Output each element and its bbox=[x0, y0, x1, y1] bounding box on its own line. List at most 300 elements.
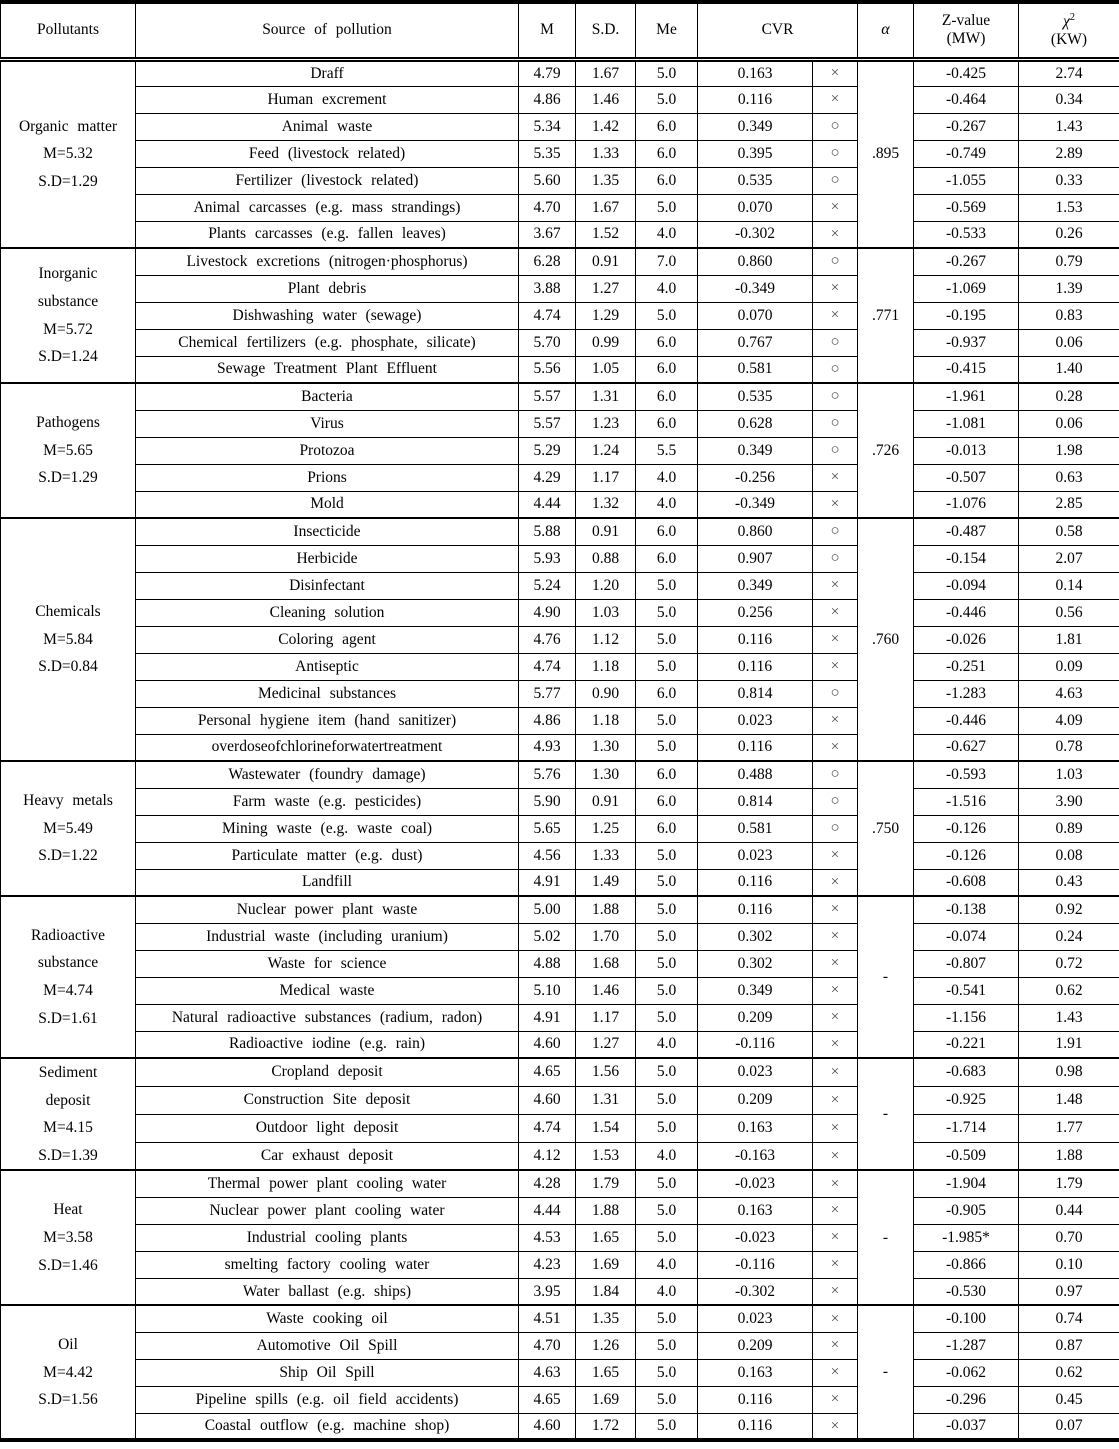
pollutant-group-label bbox=[1, 518, 136, 761]
mean-cell: 4.74 bbox=[519, 302, 576, 329]
cvr-value-cell: 0.860 bbox=[698, 248, 813, 275]
mean-cell: 4.70 bbox=[519, 194, 576, 221]
pollutant-label-line: Heavy metals bbox=[23, 792, 113, 810]
zvalue-cell: -0.807 bbox=[914, 950, 1019, 977]
zvalue-cell: -0.062 bbox=[914, 1359, 1019, 1386]
pollutant-label-line: Radioactive bbox=[30, 926, 106, 944]
median-cell: 4.0 bbox=[636, 275, 698, 302]
table-row bbox=[1, 599, 1119, 626]
cvr-value-cell: 0.023 bbox=[698, 842, 813, 869]
source-cell: Waste cooking oil bbox=[136, 1305, 519, 1332]
cvr-fail-mark: × bbox=[813, 194, 858, 221]
median-cell: 5.0 bbox=[636, 1004, 698, 1031]
cvr-pass-mark: ○ bbox=[813, 383, 858, 410]
chisq-cell: 0.26 bbox=[1019, 221, 1119, 248]
sd-cell: 1.70 bbox=[576, 923, 636, 950]
mean-cell: 4.44 bbox=[519, 1197, 576, 1224]
pollutant-label-line: S.D=1.56 bbox=[38, 1391, 98, 1409]
mean-cell: 4.12 bbox=[519, 1142, 576, 1170]
chisq-cell: 1.53 bbox=[1019, 194, 1119, 221]
source-cell: Human excrement bbox=[136, 86, 519, 113]
chisq-cell: 0.92 bbox=[1019, 896, 1119, 923]
mean-cell: 5.70 bbox=[519, 329, 576, 356]
zvalue-header-line1: Z-value bbox=[941, 12, 991, 30]
cvr-pass-mark: ○ bbox=[813, 545, 858, 572]
sd-cell: 0.91 bbox=[576, 518, 636, 545]
cvr-value-cell: 0.070 bbox=[698, 194, 813, 221]
chisq-cell: 0.45 bbox=[1019, 1386, 1119, 1413]
sd-cell: 1.88 bbox=[576, 1197, 636, 1224]
cvr-value-cell: 0.163 bbox=[698, 59, 813, 86]
cvr-value-cell: 0.488 bbox=[698, 761, 813, 788]
source-cell: Outdoor light deposit bbox=[136, 1114, 519, 1142]
cvr-pass-mark: ○ bbox=[813, 815, 858, 842]
zvalue-cell: -1.714 bbox=[914, 1114, 1019, 1142]
cvr-fail-mark: × bbox=[813, 869, 858, 896]
sd-cell: 1.32 bbox=[576, 491, 636, 518]
mean-cell: 4.65 bbox=[519, 1386, 576, 1413]
median-cell: 5.0 bbox=[636, 1058, 698, 1086]
cvr-fail-mark: × bbox=[813, 572, 858, 599]
cvr-value-cell: 0.395 bbox=[698, 140, 813, 167]
median-cell: 5.0 bbox=[636, 1114, 698, 1142]
mean-cell: 4.91 bbox=[519, 869, 576, 896]
sd-cell: 0.91 bbox=[576, 248, 636, 275]
cvr-pass-mark: ○ bbox=[813, 437, 858, 464]
median-cell: 5.0 bbox=[636, 869, 698, 896]
table-row bbox=[1, 437, 1119, 464]
table-row bbox=[1, 1170, 1119, 1197]
pollutant-label-line: M=5.84 bbox=[43, 630, 93, 648]
pollutant-label-line: S.D=1.22 bbox=[38, 847, 98, 865]
zvalue-cell: -0.126 bbox=[914, 842, 1019, 869]
mean-cell: 4.60 bbox=[519, 1086, 576, 1114]
cvr-value-cell: 0.535 bbox=[698, 383, 813, 410]
table-row bbox=[1, 356, 1119, 383]
pollutant-label-line: Chemicals bbox=[35, 603, 101, 621]
source-cell: Radioactive iodine (e.g. rain) bbox=[136, 1031, 519, 1058]
col-header-alpha: α bbox=[858, 2, 914, 59]
median-cell: 6.0 bbox=[636, 113, 698, 140]
cvr-value-cell: -0.256 bbox=[698, 464, 813, 491]
median-cell: 6.0 bbox=[636, 788, 698, 815]
pollutant-label-line: M=4.74 bbox=[43, 982, 93, 999]
mean-cell: 5.10 bbox=[519, 977, 576, 1004]
median-cell: 5.0 bbox=[636, 1332, 698, 1359]
sd-cell: 1.67 bbox=[576, 59, 636, 86]
pollutant-label-line: M=5.49 bbox=[43, 819, 93, 837]
median-cell: 4.0 bbox=[636, 491, 698, 518]
zvalue-cell: -0.530 bbox=[914, 1278, 1019, 1305]
sd-cell: 1.05 bbox=[576, 356, 636, 383]
source-cell: Water ballast (e.g. ships) bbox=[136, 1278, 519, 1305]
median-cell: 5.0 bbox=[636, 1386, 698, 1413]
source-cell: Dishwashing water (sewage) bbox=[136, 302, 519, 329]
zvalue-cell: -0.541 bbox=[914, 977, 1019, 1004]
cvr-value-cell: -0.163 bbox=[698, 1142, 813, 1170]
zvalue-cell: -0.100 bbox=[914, 1305, 1019, 1332]
chisq-header-line1 bbox=[1021, 12, 1117, 31]
table-row bbox=[1, 221, 1119, 248]
mean-cell: 4.90 bbox=[519, 599, 576, 626]
cvr-value-cell: 0.070 bbox=[698, 302, 813, 329]
chisq-cell: 0.74 bbox=[1019, 1305, 1119, 1332]
cvr-fail-mark: × bbox=[813, 59, 858, 86]
mean-cell: 5.35 bbox=[519, 140, 576, 167]
chisq-cell: 1.03 bbox=[1019, 761, 1119, 788]
table-row bbox=[1, 1114, 1119, 1142]
zvalue-cell: -0.569 bbox=[914, 194, 1019, 221]
mean-cell: 4.28 bbox=[519, 1170, 576, 1197]
cvr-value-cell: 0.116 bbox=[698, 626, 813, 653]
source-cell: Automotive Oil Spill bbox=[136, 1332, 519, 1359]
chisq-cell: 0.07 bbox=[1019, 1413, 1119, 1440]
mean-cell: 4.65 bbox=[519, 1058, 576, 1086]
cvr-pass-mark: ○ bbox=[813, 788, 858, 815]
zvalue-cell: -0.593 bbox=[914, 761, 1019, 788]
pollutant-label-line: S.D=1.24 bbox=[38, 348, 98, 366]
median-cell: 5.0 bbox=[636, 599, 698, 626]
cvr-fail-mark: × bbox=[813, 86, 858, 113]
cvr-pass-mark: ○ bbox=[813, 356, 858, 383]
sd-cell: 1.30 bbox=[576, 734, 636, 761]
zvalue-cell: -0.138 bbox=[914, 896, 1019, 923]
sd-cell: 1.53 bbox=[576, 1142, 636, 1170]
median-cell: 6.0 bbox=[636, 518, 698, 545]
source-cell: Construction Site deposit bbox=[136, 1086, 519, 1114]
cvr-value-cell: 0.209 bbox=[698, 1086, 813, 1114]
pollutant-label-line: S.D=0.84 bbox=[38, 658, 98, 676]
chisq-cell: 1.79 bbox=[1019, 1170, 1119, 1197]
source-cell: Insecticide bbox=[136, 518, 519, 545]
zvalue-cell: -0.464 bbox=[914, 86, 1019, 113]
pollutant-group-label bbox=[1, 248, 136, 383]
header-row bbox=[1, 2, 1119, 59]
cvr-fail-mark: × bbox=[813, 491, 858, 518]
cvr-fail-mark: × bbox=[813, 1359, 858, 1386]
zvalue-cell: -0.446 bbox=[914, 599, 1019, 626]
cvr-value-cell: 0.023 bbox=[698, 707, 813, 734]
cvr-value-cell: 0.349 bbox=[698, 437, 813, 464]
chisq-cell: 2.07 bbox=[1019, 545, 1119, 572]
cvr-value-cell: 0.116 bbox=[698, 86, 813, 113]
sd-cell: 1.25 bbox=[576, 815, 636, 842]
chisq-cell: 0.06 bbox=[1019, 410, 1119, 437]
pollutant-label-line: Sediment bbox=[38, 1064, 98, 1081]
sd-cell: 1.79 bbox=[576, 1170, 636, 1197]
pollutant-label-line: M=4.15 bbox=[43, 1119, 93, 1137]
median-cell: 6.0 bbox=[636, 815, 698, 842]
source-cell: Herbicide bbox=[136, 545, 519, 572]
cvr-pass-mark: ○ bbox=[813, 113, 858, 140]
cvr-fail-mark: × bbox=[813, 1413, 858, 1440]
cvr-value-cell: 0.349 bbox=[698, 113, 813, 140]
median-cell: 6.0 bbox=[636, 761, 698, 788]
zvalue-cell: -0.627 bbox=[914, 734, 1019, 761]
table-row bbox=[1, 1197, 1119, 1224]
cvr-value-cell: 0.116 bbox=[698, 653, 813, 680]
cvr-fail-mark: × bbox=[813, 1004, 858, 1031]
mean-cell: 5.76 bbox=[519, 761, 576, 788]
chisq-cell: 0.89 bbox=[1019, 815, 1119, 842]
sd-cell: 1.72 bbox=[576, 1413, 636, 1440]
col-header-sd: S.D. bbox=[576, 2, 636, 59]
median-cell: 5.0 bbox=[636, 1359, 698, 1386]
cvr-fail-mark: × bbox=[813, 464, 858, 491]
cvr-value-cell: 0.023 bbox=[698, 1305, 813, 1332]
source-cell: Mold bbox=[136, 491, 519, 518]
cvr-fail-mark: × bbox=[813, 1332, 858, 1359]
mean-cell: 3.95 bbox=[519, 1278, 576, 1305]
table-row bbox=[1, 1251, 1119, 1278]
zvalue-cell: -0.683 bbox=[914, 1058, 1019, 1086]
median-cell: 4.0 bbox=[636, 1278, 698, 1305]
table-row bbox=[1, 1386, 1119, 1413]
alpha-value: .726 bbox=[858, 383, 914, 518]
source-cell: Disinfectant bbox=[136, 572, 519, 599]
mean-cell: 3.67 bbox=[519, 221, 576, 248]
table-row bbox=[1, 59, 1119, 86]
zvalue-cell: -0.026 bbox=[914, 626, 1019, 653]
zvalue-cell: -1.985* bbox=[914, 1224, 1019, 1251]
col-header-median: Me bbox=[636, 2, 698, 59]
cvr-value-cell: -0.023 bbox=[698, 1170, 813, 1197]
source-cell: Natural radioactive substances (radium, radon) bbox=[136, 1004, 519, 1031]
source-cell: Antiseptic bbox=[136, 653, 519, 680]
cvr-value-cell: 0.116 bbox=[698, 1413, 813, 1440]
cvr-value-cell: -0.349 bbox=[698, 491, 813, 518]
median-cell: 6.0 bbox=[636, 383, 698, 410]
mean-cell: 5.29 bbox=[519, 437, 576, 464]
zvalue-cell: -1.156 bbox=[914, 1004, 1019, 1031]
cvr-value-cell: -0.302 bbox=[698, 1278, 813, 1305]
mean-cell: 5.24 bbox=[519, 572, 576, 599]
sd-cell: 1.46 bbox=[576, 977, 636, 1004]
chisq-cell: 1.98 bbox=[1019, 437, 1119, 464]
mean-cell: 4.29 bbox=[519, 464, 576, 491]
mean-cell: 3.88 bbox=[519, 275, 576, 302]
mean-cell: 6.28 bbox=[519, 248, 576, 275]
median-cell: 6.0 bbox=[636, 167, 698, 194]
sd-cell: 1.18 bbox=[576, 707, 636, 734]
table-row bbox=[1, 626, 1119, 653]
chisq-header-line2: (KW) bbox=[1050, 30, 1088, 48]
chisq-cell: 0.62 bbox=[1019, 1359, 1119, 1386]
source-cell: Personal hygiene item (hand sanitizer) bbox=[136, 707, 519, 734]
chisq-cell: 0.14 bbox=[1019, 572, 1119, 599]
source-cell: Livestock excretions (nitrogen·phosphorus) bbox=[136, 248, 519, 275]
cvr-value-cell: 0.116 bbox=[698, 869, 813, 896]
mean-cell: 4.86 bbox=[519, 707, 576, 734]
alpha-value: - bbox=[858, 896, 914, 1058]
cvr-fail-mark: × bbox=[813, 977, 858, 1004]
source-cell: Virus bbox=[136, 410, 519, 437]
sd-cell: 1.84 bbox=[576, 1278, 636, 1305]
sd-cell: 1.69 bbox=[576, 1251, 636, 1278]
chisq-cell: 1.77 bbox=[1019, 1114, 1119, 1142]
cvr-value-cell: 0.116 bbox=[698, 734, 813, 761]
zvalue-cell: -0.221 bbox=[914, 1031, 1019, 1058]
sd-cell: 0.91 bbox=[576, 788, 636, 815]
source-cell: Protozoa bbox=[136, 437, 519, 464]
cvr-pass-mark: ○ bbox=[813, 518, 858, 545]
source-cell: Landfill bbox=[136, 869, 519, 896]
zvalue-cell: -0.195 bbox=[914, 302, 1019, 329]
median-cell: 5.0 bbox=[636, 950, 698, 977]
cvr-pass-mark: ○ bbox=[813, 761, 858, 788]
col-header-chisq bbox=[1019, 2, 1119, 59]
chisq-cell: 0.72 bbox=[1019, 950, 1119, 977]
mean-cell: 4.74 bbox=[519, 1114, 576, 1142]
table-row bbox=[1, 491, 1119, 518]
cvr-value-cell: 0.302 bbox=[698, 950, 813, 977]
chisq-cell: 2.85 bbox=[1019, 491, 1119, 518]
median-cell: 5.0 bbox=[636, 1413, 698, 1440]
chisq-cell: 0.44 bbox=[1019, 1197, 1119, 1224]
alpha-value: .760 bbox=[858, 518, 914, 761]
chisq-cell: 0.33 bbox=[1019, 167, 1119, 194]
cvr-value-cell: 0.163 bbox=[698, 1197, 813, 1224]
chisq-cell: 1.48 bbox=[1019, 1086, 1119, 1114]
median-cell: 5.0 bbox=[636, 572, 698, 599]
source-cell: Prions bbox=[136, 464, 519, 491]
mean-cell: 4.86 bbox=[519, 86, 576, 113]
table-row bbox=[1, 113, 1119, 140]
mean-cell: 5.88 bbox=[519, 518, 576, 545]
zvalue-cell: -0.013 bbox=[914, 437, 1019, 464]
pollutant-label-line: Oil bbox=[58, 1335, 78, 1353]
cvr-fail-mark: × bbox=[813, 1170, 858, 1197]
cvr-fail-mark: × bbox=[813, 1305, 858, 1332]
chisq-cell: 0.62 bbox=[1019, 977, 1119, 1004]
source-cell: Ship Oil Spill bbox=[136, 1359, 519, 1386]
median-cell: 4.0 bbox=[636, 464, 698, 491]
pollutant-group-label bbox=[1, 1305, 136, 1440]
table-row bbox=[1, 896, 1119, 923]
chi-superscript: 2 bbox=[1069, 11, 1076, 23]
chisq-cell: 0.98 bbox=[1019, 1058, 1119, 1086]
zvalue-cell: -1.904 bbox=[914, 1170, 1019, 1197]
sd-cell: 1.31 bbox=[576, 1086, 636, 1114]
sd-cell: 1.27 bbox=[576, 1031, 636, 1058]
table-row bbox=[1, 329, 1119, 356]
cvr-value-cell: 0.767 bbox=[698, 329, 813, 356]
cvr-fail-mark: × bbox=[813, 1197, 858, 1224]
zvalue-cell: -0.905 bbox=[914, 1197, 1019, 1224]
chisq-cell: 1.88 bbox=[1019, 1142, 1119, 1170]
table-row bbox=[1, 545, 1119, 572]
cvr-fail-mark: × bbox=[813, 1086, 858, 1114]
sd-cell: 1.03 bbox=[576, 599, 636, 626]
pollutant-label-line: S.D=1.61 bbox=[38, 1009, 98, 1027]
chisq-cell: 0.10 bbox=[1019, 1251, 1119, 1278]
sd-cell: 1.17 bbox=[576, 1004, 636, 1031]
source-cell: Coloring agent bbox=[136, 626, 519, 653]
source-cell: Waste for science bbox=[136, 950, 519, 977]
cvr-value-cell: 0.116 bbox=[698, 1386, 813, 1413]
table-row bbox=[1, 140, 1119, 167]
cvr-fail-mark: × bbox=[813, 1224, 858, 1251]
pollutant-label-line: S.D=1.46 bbox=[38, 1256, 98, 1274]
table-row bbox=[1, 923, 1119, 950]
mean-cell: 4.51 bbox=[519, 1305, 576, 1332]
chisq-cell: 0.87 bbox=[1019, 1332, 1119, 1359]
table-row bbox=[1, 1413, 1119, 1440]
table-row bbox=[1, 1142, 1119, 1170]
table-row bbox=[1, 1086, 1119, 1114]
cvr-value-cell: -0.116 bbox=[698, 1031, 813, 1058]
median-cell: 5.0 bbox=[636, 707, 698, 734]
sd-cell: 1.65 bbox=[576, 1359, 636, 1386]
pollutant-group-label bbox=[1, 383, 136, 518]
table-row bbox=[1, 410, 1119, 437]
chisq-cell: 1.81 bbox=[1019, 626, 1119, 653]
zvalue-cell: -0.296 bbox=[914, 1386, 1019, 1413]
pollutant-label-line: Pathogens bbox=[36, 414, 100, 432]
source-cell: Nuclear power plant cooling water bbox=[136, 1197, 519, 1224]
mean-cell: 4.60 bbox=[519, 1031, 576, 1058]
table-row bbox=[1, 1058, 1119, 1086]
source-cell: Plants carcasses (e.g. fallen leaves) bbox=[136, 221, 519, 248]
table-row bbox=[1, 869, 1119, 896]
table-row bbox=[1, 572, 1119, 599]
table-row bbox=[1, 842, 1119, 869]
sd-cell: 1.29 bbox=[576, 302, 636, 329]
table-row bbox=[1, 248, 1119, 275]
cvr-fail-mark: × bbox=[813, 1031, 858, 1058]
source-cell: Coastal outflow (e.g. machine shop) bbox=[136, 1413, 519, 1440]
cvr-fail-mark: × bbox=[813, 599, 858, 626]
cvr-value-cell: 0.209 bbox=[698, 1332, 813, 1359]
pollutant-label-line: substance bbox=[37, 292, 99, 310]
mean-cell: 5.60 bbox=[519, 167, 576, 194]
chisq-cell: 0.70 bbox=[1019, 1224, 1119, 1251]
sd-cell: 0.90 bbox=[576, 680, 636, 707]
sd-cell: 1.12 bbox=[576, 626, 636, 653]
col-header-source: Source of pollution bbox=[136, 2, 519, 59]
table-row bbox=[1, 653, 1119, 680]
mean-cell: 4.79 bbox=[519, 59, 576, 86]
sd-cell: 1.20 bbox=[576, 572, 636, 599]
table-row bbox=[1, 977, 1119, 1004]
chisq-cell: 0.97 bbox=[1019, 1278, 1119, 1305]
source-cell: Cleaning solution bbox=[136, 599, 519, 626]
zvalue-cell: -0.415 bbox=[914, 356, 1019, 383]
sd-cell: 1.88 bbox=[576, 896, 636, 923]
sd-cell: 1.52 bbox=[576, 221, 636, 248]
source-cell: Feed (livestock related) bbox=[136, 140, 519, 167]
median-cell: 7.0 bbox=[636, 248, 698, 275]
zvalue-cell: -0.267 bbox=[914, 248, 1019, 275]
alpha-value: .771 bbox=[858, 248, 914, 383]
mean-cell: 5.77 bbox=[519, 680, 576, 707]
zvalue-cell: -0.126 bbox=[914, 815, 1019, 842]
zvalue-cell: -0.608 bbox=[914, 869, 1019, 896]
zvalue-cell: -1.069 bbox=[914, 275, 1019, 302]
cvr-fail-mark: × bbox=[813, 1278, 858, 1305]
pollutant-label-line: M=4.42 bbox=[43, 1363, 93, 1381]
sd-cell: 1.24 bbox=[576, 437, 636, 464]
cvr-value-cell: 0.116 bbox=[698, 896, 813, 923]
col-header-pollutants: Pollutants bbox=[1, 2, 136, 59]
chisq-cell: 1.40 bbox=[1019, 356, 1119, 383]
table-row bbox=[1, 815, 1119, 842]
median-cell: 4.0 bbox=[636, 1031, 698, 1058]
zvalue-cell: -1.081 bbox=[914, 410, 1019, 437]
alpha-value: .895 bbox=[858, 59, 914, 248]
cvr-fail-mark: × bbox=[813, 734, 858, 761]
source-cell: Medical waste bbox=[136, 977, 519, 1004]
